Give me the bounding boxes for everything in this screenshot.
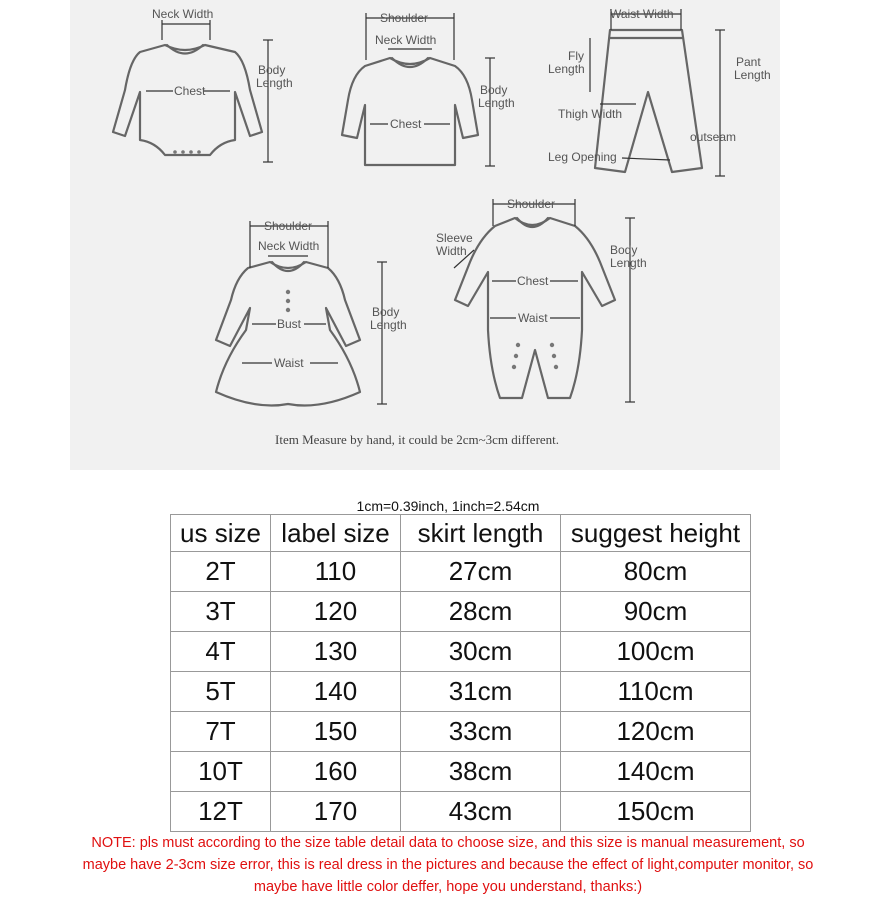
cell-skirt-length: 31cm [401, 672, 561, 712]
romper-body-label: Body [610, 243, 638, 257]
cell-suggest-height: 100cm [561, 632, 751, 672]
cell-label-size: 140 [271, 672, 401, 712]
romper-chest-label: Chest [517, 274, 549, 288]
bodysuit-body-label: Body [258, 63, 286, 77]
cell-label-size: 170 [271, 792, 401, 832]
dress-length-label: Length [370, 318, 407, 332]
sweater-neck-width-label: Neck Width [375, 33, 437, 47]
cell-suggest-height: 120cm [561, 712, 751, 752]
header-label-size: label size [271, 515, 401, 552]
dress-shoulder-label: Shoulder [264, 219, 313, 233]
table-header-row [171, 515, 751, 552]
cell-skirt-length: 43cm [401, 792, 561, 832]
cell-suggest-height: 110cm [561, 672, 751, 712]
bodysuit-diagram [113, 7, 293, 162]
bodysuit-neck-width-label: Neck Width [152, 7, 214, 21]
romper-sleeve-label: Sleeve [436, 231, 473, 245]
cell-skirt-length: 30cm [401, 632, 561, 672]
cell-label-size: 160 [271, 752, 401, 792]
cell-skirt-length: 38cm [401, 752, 561, 792]
table-row [171, 592, 751, 632]
cell-suggest-height: 80cm [561, 552, 751, 592]
cell-skirt-length: 33cm [401, 712, 561, 752]
sweater-chest-label: Chest [390, 117, 422, 131]
measure-caption: Item Measure by hand, it could be 2cm~3cm different. [275, 432, 560, 447]
romper-diagram [436, 197, 647, 402]
cell-us-size: 7T [171, 712, 271, 752]
cell-us-size: 10T [171, 752, 271, 792]
cell-us-size: 3T [171, 592, 271, 632]
pants-fly-label: Fly [568, 49, 584, 63]
cell-skirt-length: 27cm [401, 552, 561, 592]
unit-conversion: 1cm=0.39inch, 1inch=2.54cm [356, 498, 540, 514]
bodysuit-length-label: Length [256, 76, 293, 90]
cell-label-size: 110 [271, 552, 401, 592]
note-line-2: maybe have 2-3cm size error, this is real dress in the pictures and because the effect of light,computer monitor, so [82, 857, 814, 873]
pants-pant-label: Pant [736, 55, 761, 69]
dress-waist-label: Waist [274, 356, 304, 370]
pants-outseam-label: outseam [690, 130, 737, 144]
note-line-3: maybe have little color deffer, hope you understand, thanks:) [253, 879, 643, 895]
cell-label-size: 150 [271, 712, 401, 752]
pants-waist-width-label: Waist Width [610, 7, 674, 21]
note-line-1: NOTE: pls must according to the size table detail data to choose size, and this size is manual measurement, so [91, 835, 805, 851]
sweater-shoulder-label: Shoulder [380, 11, 429, 25]
measurement-diagrams [70, 0, 780, 470]
size-note [40, 832, 856, 898]
romper-shoulder-label: Shoulder [507, 197, 556, 211]
pants-leg-opening-label: Leg Opening [548, 150, 617, 164]
cell-label-size: 120 [271, 592, 401, 632]
dress-body-label: Body [372, 305, 400, 319]
bodysuit-chest-label: Chest [174, 84, 206, 98]
pants-diagram [548, 7, 771, 176]
table-row [171, 552, 751, 592]
romper-sleeve-width-label: Width [436, 244, 467, 258]
dress-diagram [216, 219, 407, 406]
pants-thigh-width-label: Thigh Width [558, 107, 623, 121]
sweater-body-label: Body [480, 83, 508, 97]
cell-suggest-height: 90cm [561, 592, 751, 632]
dress-neck-width-label: Neck Width [258, 239, 320, 253]
cell-suggest-height: 150cm [561, 792, 751, 832]
cell-suggest-height: 140cm [561, 752, 751, 792]
cell-label-size: 130 [271, 632, 401, 672]
romper-length-label: Length [610, 256, 647, 270]
garment-diagrams-svg [70, 0, 780, 470]
header-us-size: us size [171, 515, 271, 552]
table-row [171, 672, 751, 712]
romper-waist-label: Waist [518, 311, 548, 325]
cell-us-size: 2T [171, 552, 271, 592]
size-table [170, 514, 751, 832]
table-row [171, 752, 751, 792]
header-skirt-length: skirt length [401, 515, 561, 552]
cell-us-size: 5T [171, 672, 271, 712]
pants-pant-length-label: Length [734, 68, 771, 82]
pants-fly-length-label: Length [548, 62, 585, 76]
table-row [171, 712, 751, 752]
header-suggest-height: suggest height [561, 515, 751, 552]
table-row [171, 632, 751, 672]
cell-us-size: 4T [171, 632, 271, 672]
dress-bust-label: Bust [277, 317, 302, 331]
sweater-length-label: Length [478, 96, 515, 110]
cell-us-size: 12T [171, 792, 271, 832]
cell-skirt-length: 28cm [401, 592, 561, 632]
table-row [171, 792, 751, 832]
sweater-diagram [342, 11, 515, 166]
